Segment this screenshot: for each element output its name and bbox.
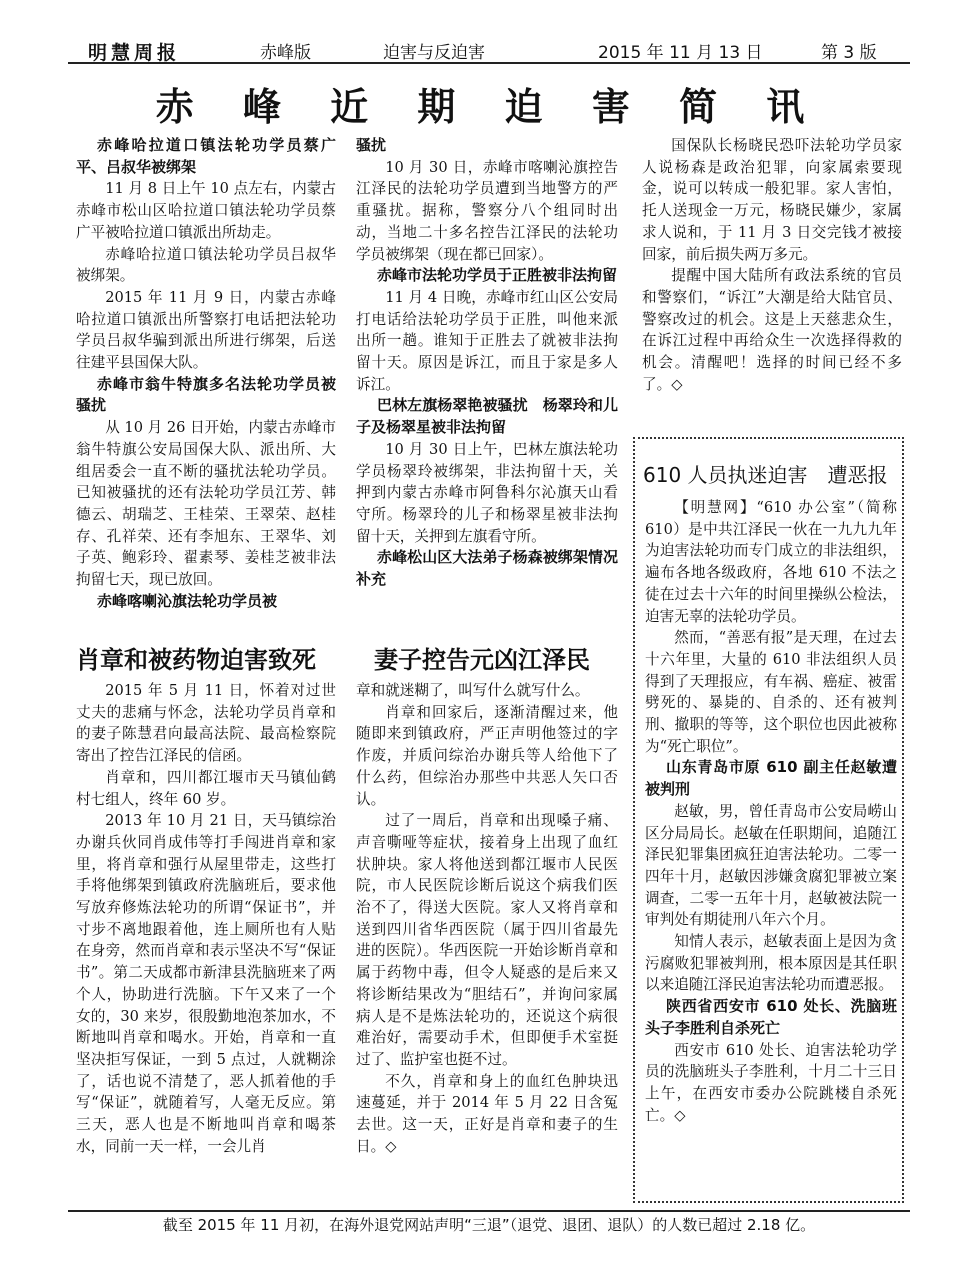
subheadline: 赤峰喀喇沁旗法轮功学员被 <box>97 591 278 610</box>
paragraph: 肖章和，四川都江堰市天马镇仙鹤村七组人，终年 60 岁。 <box>76 768 336 808</box>
paragraph: 10 月 30 日，赤峰市喀喇沁旗控告江泽民的法轮功学员遭到当地警方的严重骚扰。据称，警察分八个组同时出动，当地二十多名控告江泽民的法轮功学员被绑架（现在都已回家）。 <box>356 158 618 263</box>
paragraph: 国保队长杨晓民恐吓法轮功学员家人说杨森是政治犯罪，向家属索要现金，说可以转成一般犯罪。家人害怕，托人送现金一万元，杨晓民嫌少，家属求人说和，于 11 月 3 日交完钱才被接回家，前后损失两万多元。 <box>642 137 902 263</box>
subheadline: 陕西省西安市 610 处长、洗脑班头子李胜利自杀死亡 <box>645 997 897 1037</box>
footer-note: 截至 2015 年 11 月初，在海外退党网站声明“三退”（退党、退团、退队）的人数已超过 2.18 亿。 <box>162 1216 816 1234</box>
article-headline-right: 妻子控告元凶江泽民 <box>374 645 590 674</box>
paragraph: 肖章和回家后，逐渐清醒过来，他随即来到镇政府，严正声明他签过的字作废，并质问综治办谢兵等人给他下了什么药，但综治办那些中共恶人矢口否认。 <box>356 703 618 808</box>
article-headline-left: 肖章和被药物迫害致死 <box>76 645 316 674</box>
section-label: 迫害与反迫害 <box>383 43 485 63</box>
article-column-1 <box>76 680 336 1157</box>
sidebar-box-610 <box>633 437 904 1203</box>
newspaper-name: 明慧周报 <box>88 42 181 64</box>
footer-divider <box>68 1210 910 1212</box>
header-divider <box>68 62 910 64</box>
paragraph: 赤峰哈拉道口镇法轮功学员吕叔华被绑架。 <box>76 245 336 285</box>
paragraph: 10 月 30 日上午，巴林左旗法轮功学员杨翠玲被绑架，非法拘留十天，关押到内蒙古赤峰市阿鲁科尔沁旗天山看守所。杨翠玲的儿子和杨翠星被非法拘留十天，关押到左旗看守所。 <box>356 440 618 545</box>
subheadline: 骚扰 <box>356 136 387 154</box>
article-column-2 <box>356 680 618 1157</box>
paragraph: 知情人表示，赵敏表面上是因为贪污腐败犯罪被判刑，根本原因是其任职以来追随江泽民迫害法轮功而遭恶报。 <box>645 933 897 994</box>
paragraph: 2013 年 10 月 21 日，天马镇综治办谢兵伙同肖成伟等打手闯进肖章和家里，将肖章和强行从屋里带走，这些打手将他绑架到镇政府洗脑班后，要求他写放弃修炼法轮功的所谓“保证书”，并寸步不离地跟着他，连上厕所也有人贴在身旁，然而肖章和表示坚决不写“保证书”。第二天成都市新津县洗脑班来了两个人，协助进行洗脑。下午又来了一个女的，30 来岁，很殷勤地泡茶加水，不断地叫肖章和喝水。开始，肖章和一直坚决拒写保证，一到 5 点过，人就糊涂了，话也说不清楚了，恶人抓着他的手写“保证”，就随着写，人毫无反应。第三天，恶人也是不断地叫肖章和喝茶水，同前一天一样，一会儿肖 <box>76 812 336 1155</box>
paragraph: 2015 年 11 月 9 日，内蒙古赤峰哈拉道口镇派出所警察打电话把法轮功学员吕叔华骗到派出所进行绑架，后送往建平县国保大队。 <box>76 288 336 372</box>
subheadline: 赤峰松山区大法弟子杨森被绑架情况补充 <box>356 548 618 589</box>
paragraph: 不久，肖章和身上的血红色肿块迅速蔓延，并于 2014 年 5 月 22 日含冤去世。这一天，正好是肖章和妻子的生日。◇ <box>356 1072 618 1155</box>
news-column-1 <box>76 135 336 612</box>
news-column-3 <box>642 135 902 395</box>
paragraph: 从 10 月 26 日开始，内蒙古赤峰市翁牛特旗公安局国保大队、派出所、大组居委会一直不断的骚扰法轮功学员。已知被骚扰的还有法轮功学员江芳、韩德云、胡瑞芝、王桂荣、王翠荣、赵桂存、孔祥荣、还有李旭东、王翠华、刘子英、鲍彩玲、翟素琴、姜桂芝被非法拘留七天，现已放回。 <box>76 419 337 589</box>
paragraph: 章和就迷糊了，叫写什么就写什么。 <box>356 682 590 699</box>
sidebar-box-title: 610 人员执迷迫害 遭恶报 <box>643 463 888 487</box>
page-number: 第 3 版 <box>821 43 877 63</box>
paragraph: 2015 年 5 月 11 日，怀着对过世丈夫的悲痛与怀念，法轮功学员肖章和的妻子陈慧君向最高法院、最高检察院寄出了控告江泽民的信函。 <box>76 682 336 765</box>
edition-label: 赤峰版 <box>260 43 311 63</box>
paragraph: 提醒中国大陆所有政法系统的官员和警察们，“诉江”大潮是给大陆官员、警察改过的机会。这是上天慈悲众生，在诉江过程中再给众生一次选择得救的机会。清醒吧！选择的时间已经不多了。◇ <box>642 267 902 393</box>
news-column-2 <box>356 135 618 591</box>
sidebar-box-body <box>645 497 897 1126</box>
paragraph: 过了一周后，肖章和出现嗓子痛、声音嘶哑等症状，接着身上出现了血红状肿块。家人将他送到都江堰市人民医院，市人民医院诊断后说这个病我们医治不了，得送大医院。家人又将肖章和送到四川省华西医院（属于四川省最先进的医院）。华西医院一开始诊断肖章和属于药物中毒，但令人疑惑的是后来又将诊断结果改为“胆结石”，并询问家属病人是不是炼法轮功的，还说这个病很难治好，需要动手术，但即便手术室挺过了、监护室也挺不过。 <box>356 812 618 1068</box>
subheadline: 赤峰市法轮功学员于正胜被非法拘留 <box>377 266 618 285</box>
subheadline: 巴林左旗杨翠艳被骚扰 杨翠玲和儿子及杨翠星被非法拘留 <box>356 396 618 437</box>
paragraph: 11 月 8 日上午 10 点左右，内蒙古赤峰市松山区哈拉道口镇法轮功学员蔡广平被哈拉道口镇派出所劫走。 <box>76 180 336 241</box>
subheadline: 山东青岛市原 610 副主任赵敏遭被判刑 <box>645 758 897 799</box>
page-title: 赤 峰 近 期 迫 害 简 讯 <box>155 84 823 129</box>
paragraph: 西安市 610 处长、迫害法轮功学员的洗脑班头子李胜利，十月二十三日上午，在西安市委办公院跳楼自杀死亡。◇ <box>645 1041 897 1124</box>
page-header <box>68 34 910 64</box>
subheadline: 赤峰市翁牛特旗多名法轮功学员被骚扰 <box>76 374 336 415</box>
paragraph: 11 月 4 日晚，赤峰市红山区公安局打电话给法轮功学员于正胜，叫他来派出所一趟。谁知于正胜去了就被非法拘留十天。原因是诉江，而且于家是多人诉江。 <box>356 288 618 393</box>
issue-date: 2015 年 11 月 13 日 <box>598 43 763 63</box>
paragraph: 赵敏，男，曾任青岛市公安局崂山区分局局长。赵敏在任职期间，追随江泽民犯罪集团疯狂迫害法轮功。二零一四年十月，赵敏因涉嫌贪腐犯罪被立案调查，二零一五年十月，赵敏被法院一审判处有期徒刑八年六个月。 <box>645 802 897 929</box>
paragraph: 然而，“善恶有报”是天理，在过去十六年里，大量的 610 非法组织人员得到了天理报应，有车祸、癌症、被雷劈死的、暴毙的、自杀的、还有被判刑、撤职的等等，这个职位也因此被称为“死亡职位”。 <box>645 629 897 755</box>
paragraph: 【明慧网】“610 办公室”（简称 610）是中共江泽民一伙在一九九九年为迫害法轮功而专门成立的非法组织，遍布各地各级政府，各地 610 不法之徒在过去十六年的时间里操纵公检法，迫害无辜的法轮功学员。 <box>645 499 897 625</box>
subheadline: 赤峰哈拉道口镇法轮功学员蔡广平、吕叔华被绑架 <box>76 136 336 176</box>
